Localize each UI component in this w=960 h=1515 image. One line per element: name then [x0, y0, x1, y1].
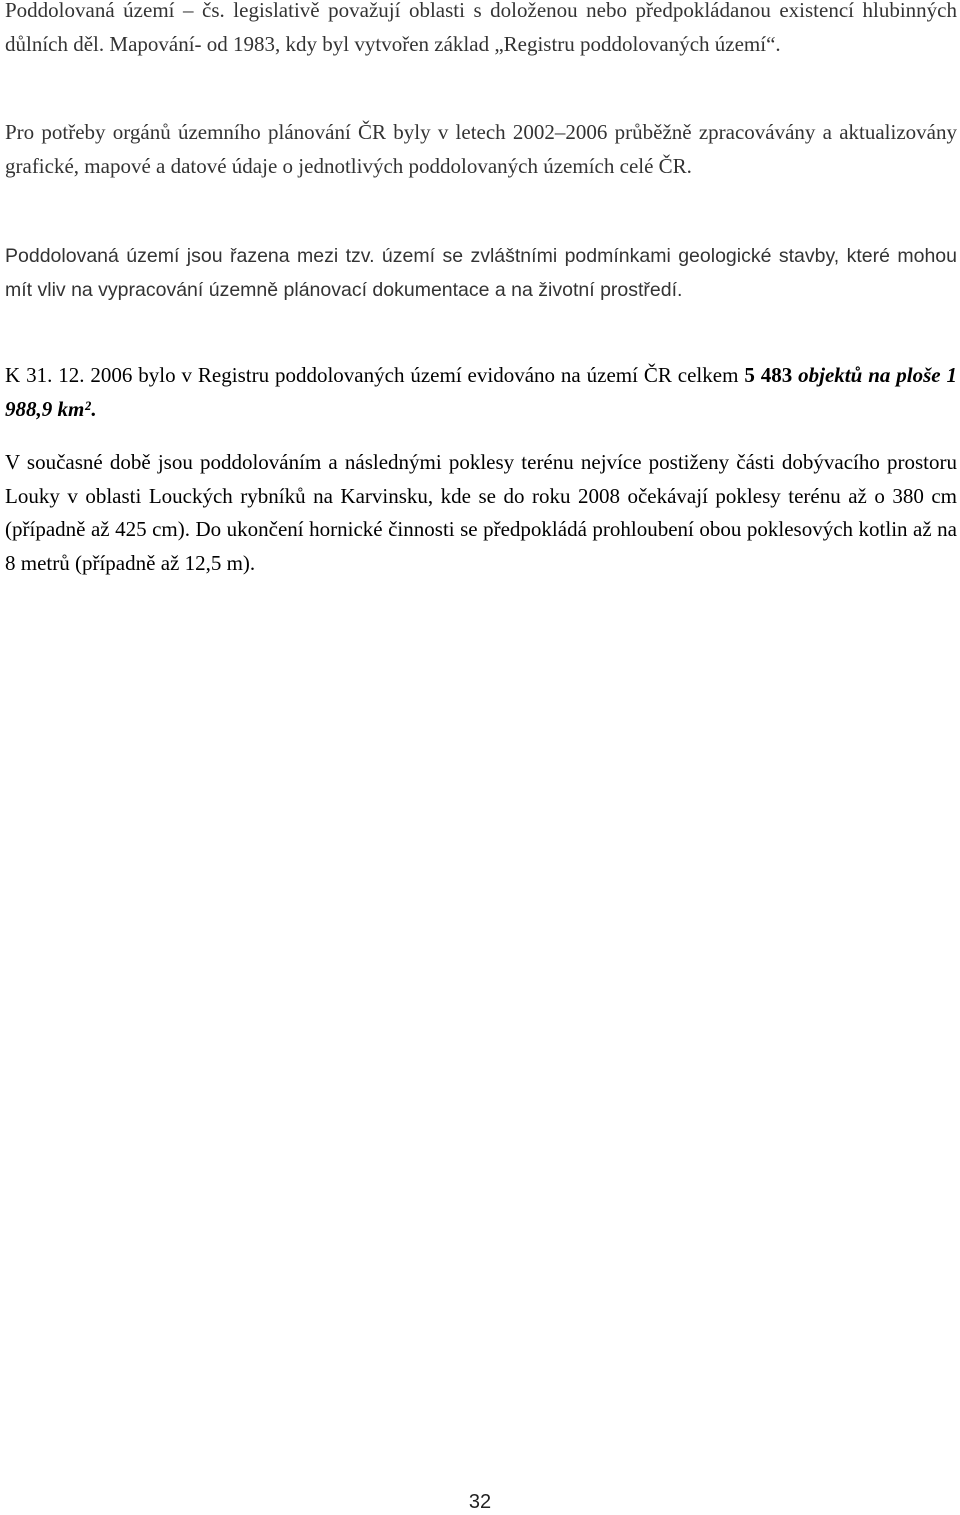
registry-object-count: 5 483	[744, 363, 793, 387]
paragraph-registry-statistics	[5, 359, 957, 426]
paragraph-planning-data: Pro potřeby orgánů územního plánování ČR byly v letech 2002–2006 průběžně zpracovávány a aktualizovány grafické, mapové a datové údaje o jednotlivých poddolovaných územích celé ČR.	[5, 120, 957, 178]
registry-statistics-text: K 31. 12. 2006 bylo v Registru poddolovaných území evidováno na území ČR celkem	[5, 363, 745, 387]
paragraph-subsided-areas-definition: Poddolovaná území – čs. legislativě považují oblasti s doloženou nebo předpokládanou existencí hlubinných důlních děl. Mapování- od 1983, kdy byl vytvořen základ „Registru poddolovaných území“.	[5, 0, 957, 56]
registry-statistics-period: .	[90, 396, 96, 421]
page-number: 32	[468, 1491, 492, 1513]
registry-area-total: objektů na ploše 1 988,9 km²	[5, 363, 958, 421]
paragraph-louky-subsidence: V současné době jsou poddolováním a následnými poklesy terénu nejvíce postiženy části dobývacího prostoru Louky v oblasti Louckých rybníků na Karvinsku, kde se do roku 2008 očekávají poklesy terénu až o 380 cm (případně až 425 cm). Do ukončení hornické činnosti se předpokládá prohloubení obou poklesových kotlin až na 8 metrů (případně až 12,5 m).	[5, 450, 957, 575]
paragraph-geological-conditions: Poddolovaná území jsou řazena mezi tzv. území se zvláštními podmínkami geologické stavby, které mohou mít vliv na vypracování územně plánovací dokumentace a na životní prostředí.	[5, 245, 957, 301]
